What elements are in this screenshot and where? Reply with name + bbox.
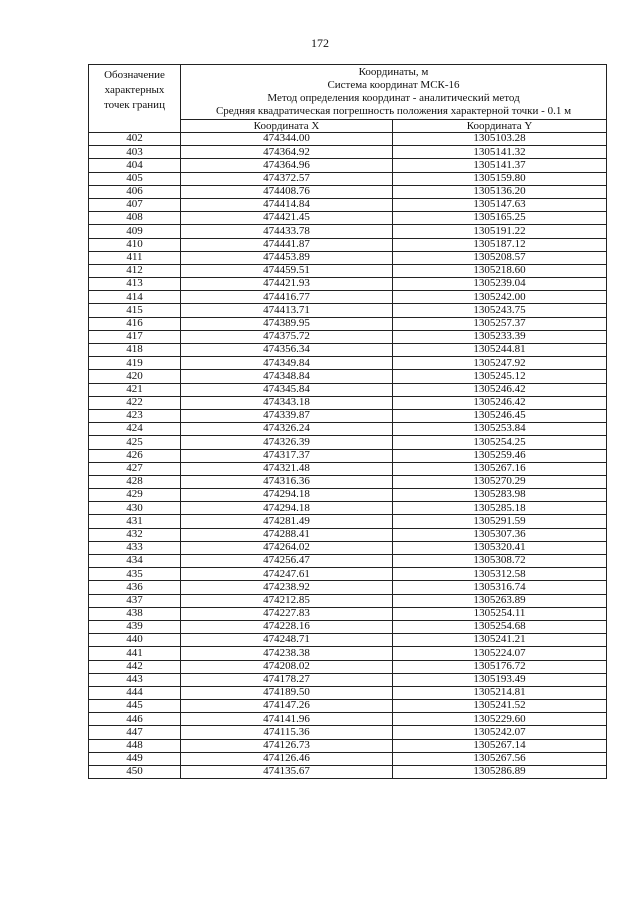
x-coordinate-cell: 474321.48 xyxy=(181,462,393,475)
y-coordinate-cell: 1305242.07 xyxy=(393,726,607,739)
x-coordinate-cell: 474413.71 xyxy=(181,304,393,317)
x-coordinate-cell: 474344.00 xyxy=(181,133,393,146)
table-row xyxy=(89,634,607,647)
y-coordinate-cell: 1305316.74 xyxy=(393,581,607,594)
point-id-cell: 436 xyxy=(89,581,181,594)
y-coordinate-cell: 1305103.28 xyxy=(393,133,607,146)
y-coordinate-cell: 1305243.75 xyxy=(393,304,607,317)
point-id-cell: 412 xyxy=(89,264,181,277)
points-header-line: характерных xyxy=(104,84,165,96)
coordinates-title: Координаты, м xyxy=(358,66,429,78)
point-id-cell: 429 xyxy=(89,489,181,502)
point-id-cell: 441 xyxy=(89,647,181,660)
y-coordinate-cell: 1305254.11 xyxy=(393,607,607,620)
y-coordinate-cell: 1305214.81 xyxy=(393,686,607,699)
x-coordinate-cell: 474339.87 xyxy=(181,409,393,422)
y-coordinate-cell: 1305246.42 xyxy=(393,383,607,396)
table-row xyxy=(89,660,607,673)
x-coordinate-cell: 474421.93 xyxy=(181,278,393,291)
table-row xyxy=(89,304,607,317)
point-id-cell: 445 xyxy=(89,700,181,713)
table-row xyxy=(89,225,607,238)
y-coordinate-cell: 1305141.32 xyxy=(393,146,607,159)
x-coordinate-cell: 474316.36 xyxy=(181,475,393,488)
coordinate-system: Система координат МСК-16 xyxy=(327,79,460,91)
method-line: Метод определения координат - аналитический метод xyxy=(267,92,520,104)
point-id-cell: 443 xyxy=(89,673,181,686)
point-id-cell: 442 xyxy=(89,660,181,673)
point-id-cell: 424 xyxy=(89,423,181,436)
x-coordinate-cell: 474228.16 xyxy=(181,620,393,633)
x-coordinate-cell: 474317.37 xyxy=(181,449,393,462)
y-coordinate-cell: 1305218.60 xyxy=(393,264,607,277)
point-id-cell: 402 xyxy=(89,133,181,146)
point-id-cell: 432 xyxy=(89,528,181,541)
table-row xyxy=(89,515,607,528)
table-row xyxy=(89,423,607,436)
table-row xyxy=(89,766,607,779)
table-row xyxy=(89,568,607,581)
coordinates-table xyxy=(88,64,607,779)
table-row xyxy=(89,330,607,343)
x-coordinate-cell: 474247.61 xyxy=(181,568,393,581)
y-coordinate-cell: 1305270.29 xyxy=(393,475,607,488)
y-coordinate-cell: 1305191.22 xyxy=(393,225,607,238)
table-row xyxy=(89,752,607,765)
table-row xyxy=(89,251,607,264)
table-row xyxy=(89,344,607,357)
y-coordinate-cell: 1305320.41 xyxy=(393,541,607,554)
point-id-cell: 448 xyxy=(89,739,181,752)
y-coordinate-cell: 1305187.12 xyxy=(393,238,607,251)
x-coordinate-cell: 474343.18 xyxy=(181,396,393,409)
point-id-cell: 410 xyxy=(89,238,181,251)
point-id-cell: 418 xyxy=(89,344,181,357)
x-coordinate-cell: 474135.67 xyxy=(181,766,393,779)
point-id-cell: 411 xyxy=(89,251,181,264)
y-column-header: Координата Y xyxy=(393,120,607,133)
table-row xyxy=(89,581,607,594)
point-id-cell: 434 xyxy=(89,555,181,568)
x-coordinate-cell: 474364.92 xyxy=(181,146,393,159)
y-coordinate-cell: 1305141.37 xyxy=(393,159,607,172)
table-row xyxy=(89,238,607,251)
table-row xyxy=(89,409,607,422)
table-row xyxy=(89,370,607,383)
table-row xyxy=(89,462,607,475)
point-id-cell: 449 xyxy=(89,752,181,765)
x-coordinate-cell: 474294.18 xyxy=(181,502,393,515)
table-row xyxy=(89,436,607,449)
table-row xyxy=(89,700,607,713)
coordinates-header xyxy=(181,65,607,120)
table-row xyxy=(89,198,607,211)
x-coordinate-cell: 474349.84 xyxy=(181,357,393,370)
point-id-cell: 416 xyxy=(89,317,181,330)
y-coordinate-cell: 1305208.57 xyxy=(393,251,607,264)
table-row xyxy=(89,502,607,515)
page-number: 172 xyxy=(311,36,329,50)
table-row xyxy=(89,449,607,462)
y-coordinate-cell: 1305247.92 xyxy=(393,357,607,370)
x-coordinate-cell: 474264.02 xyxy=(181,541,393,554)
point-id-cell: 404 xyxy=(89,159,181,172)
point-id-cell: 409 xyxy=(89,225,181,238)
points-column-header xyxy=(89,65,181,133)
point-id-cell: 435 xyxy=(89,568,181,581)
y-coordinate-cell: 1305259.46 xyxy=(393,449,607,462)
x-coordinate-cell: 474441.87 xyxy=(181,238,393,251)
x-coordinate-cell: 474345.84 xyxy=(181,383,393,396)
point-id-cell: 446 xyxy=(89,713,181,726)
y-coordinate-cell: 1305263.89 xyxy=(393,594,607,607)
table-row xyxy=(89,357,607,370)
table-row xyxy=(89,185,607,198)
table-row xyxy=(89,317,607,330)
point-id-cell: 405 xyxy=(89,172,181,185)
y-coordinate-cell: 1305267.16 xyxy=(393,462,607,475)
x-coordinate-cell: 474348.84 xyxy=(181,370,393,383)
y-coordinate-cell: 1305291.59 xyxy=(393,515,607,528)
y-coordinate-cell: 1305136.20 xyxy=(393,185,607,198)
point-id-cell: 440 xyxy=(89,634,181,647)
point-id-cell: 419 xyxy=(89,357,181,370)
y-coordinate-cell: 1305241.52 xyxy=(393,700,607,713)
point-id-cell: 428 xyxy=(89,475,181,488)
point-id-cell: 420 xyxy=(89,370,181,383)
table-row xyxy=(89,673,607,686)
x-coordinate-cell: 474141.96 xyxy=(181,713,393,726)
table-row xyxy=(89,739,607,752)
point-id-cell: 403 xyxy=(89,146,181,159)
points-header-line: Обозначение xyxy=(104,69,165,81)
x-coordinate-cell: 474248.71 xyxy=(181,634,393,647)
point-id-cell: 407 xyxy=(89,198,181,211)
x-coordinate-cell: 474294.18 xyxy=(181,489,393,502)
point-id-cell: 422 xyxy=(89,396,181,409)
x-coordinate-cell: 474364.96 xyxy=(181,159,393,172)
table-row xyxy=(89,264,607,277)
table-row xyxy=(89,159,607,172)
point-id-cell: 439 xyxy=(89,620,181,633)
point-id-cell: 421 xyxy=(89,383,181,396)
y-coordinate-cell: 1305224.07 xyxy=(393,647,607,660)
point-id-cell: 444 xyxy=(89,686,181,699)
x-coordinate-cell: 474416.77 xyxy=(181,291,393,304)
x-coordinate-cell: 474227.83 xyxy=(181,607,393,620)
x-coordinate-cell: 474433.78 xyxy=(181,225,393,238)
point-id-cell: 430 xyxy=(89,502,181,515)
x-coordinate-cell: 474326.39 xyxy=(181,436,393,449)
x-coordinate-cell: 474238.38 xyxy=(181,647,393,660)
x-coordinate-cell: 474389.95 xyxy=(181,317,393,330)
y-coordinate-cell: 1305267.14 xyxy=(393,739,607,752)
accuracy-line: Средняя квадратическая погрешность положения характерной точки - 0.1 м xyxy=(215,105,572,117)
point-id-cell: 447 xyxy=(89,726,181,739)
point-id-cell: 427 xyxy=(89,462,181,475)
y-coordinate-cell: 1305244.81 xyxy=(393,344,607,357)
table-row xyxy=(89,607,607,620)
point-id-cell: 423 xyxy=(89,409,181,422)
table-body xyxy=(89,133,607,779)
y-coordinate-cell: 1305246.42 xyxy=(393,396,607,409)
x-coordinate-cell: 474288.41 xyxy=(181,528,393,541)
x-coordinate-cell: 474408.76 xyxy=(181,185,393,198)
table-row xyxy=(89,396,607,409)
table-row xyxy=(89,146,607,159)
point-id-cell: 414 xyxy=(89,291,181,304)
table-row xyxy=(89,212,607,225)
table-row xyxy=(89,475,607,488)
x-coordinate-cell: 474414.84 xyxy=(181,198,393,211)
x-coordinate-cell: 474238.92 xyxy=(181,581,393,594)
x-coordinate-cell: 474115.36 xyxy=(181,726,393,739)
x-coordinate-cell: 474256.47 xyxy=(181,555,393,568)
y-coordinate-cell: 1305233.39 xyxy=(393,330,607,343)
x-coordinate-cell: 474375.72 xyxy=(181,330,393,343)
table-row xyxy=(89,528,607,541)
point-id-cell: 408 xyxy=(89,212,181,225)
table-row xyxy=(89,713,607,726)
point-id-cell: 426 xyxy=(89,449,181,462)
x-coordinate-cell: 474126.46 xyxy=(181,752,393,765)
y-coordinate-cell: 1305254.25 xyxy=(393,436,607,449)
y-coordinate-cell: 1305165.25 xyxy=(393,212,607,225)
point-id-cell: 450 xyxy=(89,766,181,779)
table-row xyxy=(89,541,607,554)
y-coordinate-cell: 1305254.68 xyxy=(393,620,607,633)
point-id-cell: 425 xyxy=(89,436,181,449)
y-coordinate-cell: 1305246.45 xyxy=(393,409,607,422)
x-coordinate-cell: 474178.27 xyxy=(181,673,393,686)
y-coordinate-cell: 1305229.60 xyxy=(393,713,607,726)
y-coordinate-cell: 1305285.18 xyxy=(393,502,607,515)
x-coordinate-cell: 474212.85 xyxy=(181,594,393,607)
table-row xyxy=(89,172,607,185)
points-header-line: точек границ xyxy=(104,99,165,111)
y-coordinate-cell: 1305267.56 xyxy=(393,752,607,765)
y-coordinate-cell: 1305312.58 xyxy=(393,568,607,581)
y-coordinate-cell: 1305245.12 xyxy=(393,370,607,383)
y-coordinate-cell: 1305242.00 xyxy=(393,291,607,304)
y-coordinate-cell: 1305147.63 xyxy=(393,198,607,211)
y-coordinate-cell: 1305283.98 xyxy=(393,489,607,502)
table-row xyxy=(89,686,607,699)
table-row xyxy=(89,291,607,304)
y-coordinate-cell: 1305257.37 xyxy=(393,317,607,330)
x-coordinate-cell: 474459.51 xyxy=(181,264,393,277)
table-row xyxy=(89,726,607,739)
x-coordinate-cell: 474189.50 xyxy=(181,686,393,699)
x-coordinate-cell: 474281.49 xyxy=(181,515,393,528)
y-coordinate-cell: 1305253.84 xyxy=(393,423,607,436)
table-row xyxy=(89,383,607,396)
x-coordinate-cell: 474421.45 xyxy=(181,212,393,225)
table-row xyxy=(89,489,607,502)
y-coordinate-cell: 1305239.04 xyxy=(393,278,607,291)
y-coordinate-cell: 1305241.21 xyxy=(393,634,607,647)
y-coordinate-cell: 1305176.72 xyxy=(393,660,607,673)
table-row xyxy=(89,278,607,291)
y-coordinate-cell: 1305286.89 xyxy=(393,766,607,779)
point-id-cell: 417 xyxy=(89,330,181,343)
x-coordinate-cell: 474126.73 xyxy=(181,739,393,752)
x-column-header: Координата X xyxy=(181,120,393,133)
point-id-cell: 438 xyxy=(89,607,181,620)
x-coordinate-cell: 474326.24 xyxy=(181,423,393,436)
point-id-cell: 413 xyxy=(89,278,181,291)
x-coordinate-cell: 474356.34 xyxy=(181,344,393,357)
point-id-cell: 433 xyxy=(89,541,181,554)
x-coordinate-cell: 474372.57 xyxy=(181,172,393,185)
table-row xyxy=(89,647,607,660)
table-row xyxy=(89,594,607,607)
y-coordinate-cell: 1305159.80 xyxy=(393,172,607,185)
point-id-cell: 437 xyxy=(89,594,181,607)
point-id-cell: 431 xyxy=(89,515,181,528)
y-coordinate-cell: 1305193.49 xyxy=(393,673,607,686)
y-coordinate-cell: 1305307.36 xyxy=(393,528,607,541)
table-row xyxy=(89,620,607,633)
table-row xyxy=(89,133,607,146)
x-coordinate-cell: 474208.02 xyxy=(181,660,393,673)
point-id-cell: 415 xyxy=(89,304,181,317)
x-coordinate-cell: 474453.89 xyxy=(181,251,393,264)
table-row xyxy=(89,555,607,568)
y-coordinate-cell: 1305308.72 xyxy=(393,555,607,568)
point-id-cell: 406 xyxy=(89,185,181,198)
x-coordinate-cell: 474147.26 xyxy=(181,700,393,713)
